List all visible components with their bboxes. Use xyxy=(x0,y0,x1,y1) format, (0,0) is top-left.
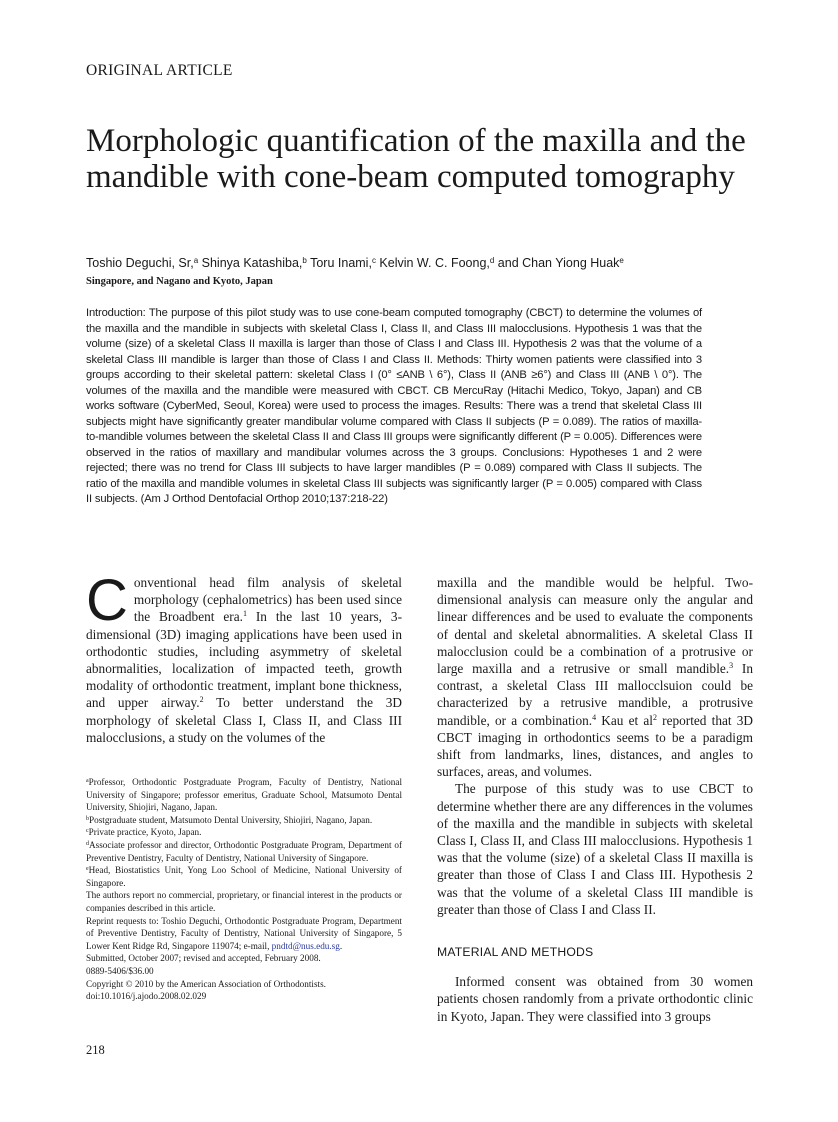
footnote xyxy=(86,776,402,814)
footnote-text: Associate professor and director, Orthodontic Postgraduate Program, Department of Preventive Dentistry, Faculty of Dentistry, National University of Singapore. xyxy=(86,839,402,863)
citation-ref: 2 xyxy=(199,695,204,705)
body-text: onventional head film analysis of skeletal morphology (cephalometrics) has been used since the Broadbent era. xyxy=(133,575,402,625)
body-left-column xyxy=(86,568,403,746)
body-text: In the last 10 years, 3-dimensional (3D) imaging applications have been used in orthodontic studies, including asymmetry of skeletal abnormalities, localization of impacted teeth, growth modality of orthodontic treatment, implant bone thickness, and upper airway. xyxy=(86,609,403,711)
body-text: maxilla and the mandible would be helpful. Two-dimensional analysis can measure only the angular and linear differences and be used to evaluate the components of dental and skeletal abnormalities. A skeletal Class II malocclusion could be a combination of a protrusive or large maxilla and a retrusive or small mandible. xyxy=(437,575,753,677)
interest-statement: The authors report no commercial, proprietary, or financial interest in the products or companies described in this article. xyxy=(86,890,402,913)
footnote-text: Professor, Orthodontic Postgraduate Program, Faculty of Dentistry, National University of Singapore; professor emeritus, Graduate School, Matsumoto Dental University, Shiojiri, Nagano, Japan. xyxy=(86,777,402,813)
section-heading: MATERIAL AND METHODS xyxy=(437,945,594,960)
doi: doi:10.1016/j.ajodo.2008.02.029 xyxy=(86,991,207,1002)
footnote xyxy=(86,814,402,827)
body-text: Kau et al xyxy=(596,712,653,728)
body-right-column xyxy=(437,574,753,1025)
footnote-mark: a xyxy=(86,778,89,784)
author-affiliation: Singapore, and Nagano and Kyoto, Japan xyxy=(86,276,273,287)
author-name: Toshio Deguchi, Sr, xyxy=(86,256,194,270)
footnote-mark: b xyxy=(86,815,89,822)
article-title: Morphologic quantification of the maxilla and the mandible with cone-beam computed tomography xyxy=(86,123,746,195)
author-affil-mark: d xyxy=(489,256,495,265)
footnote-mark: e xyxy=(86,866,89,873)
citation-ref: 1 xyxy=(242,609,247,619)
author-name: Kelvin W. C. Foong, xyxy=(375,256,490,270)
author-name: Toru Inami, xyxy=(306,256,372,270)
abstract: Introduction: The purpose of this pilot study was to use cone-beam computed tomography (CBCT) to determine the volumes of the maxilla and the mandible in subjects with skeletal Class I, Class II, and Class III malocclusions. Hypothesis 1 was that the volume (size) of a skeletal Class II maxilla is larger than those of Class I and Class III. Hypothesis 2 was that the volume of a skeletal Class III mandible is larger than those of Class I and Class II. Methods: Thirty women patients were classified into 3 groups according to their skeletal pattern: skeletal Class I (0° ≤ANB \ 6°), Class II (ANB ≥6°) and Class III (ANB \ 0°). The volumes of the maxilla and the mandible were measured with CBCT. CB MercuRay (Hitachi Medico, Tokyo, Japan) and CB works software (CyberMed, Seoul, Korea) were used to process the images. Results: There was a trend that skeletal Class III subjects might have significantly greater mandibular volume compared with Class II subjects (P = 0.089). The ratios of maxilla-to-mandible volumes between the skeletal Class II and Class III groups were significantly different (P = 0.005). Differences were observed in the ratios of maxillary and mandibular volumes across the 3 groups. Conclusions: Hypotheses 1 and 2 were rejected; there was no trend for Class III subjects to have larger mandibles (P = 0.089) compared with Class II subjects. The ratio of the maxilla and mandible volumes in skeletal Class III subjects was significantly larger (P = 0.005) compared with Class II subjects. (Am J Orthod Dentofacial Orthop 2010;137:218-22) xyxy=(86,307,702,505)
footnote-text: Head, Biostatistics Unit, Yong Loo School of Medicine, National University of Singapore. xyxy=(86,865,402,888)
footnote-mark: c xyxy=(86,828,89,835)
body-text: reported that 3D CBCT imaging in orthodontics seems to be a paradigm shift from landmarks, lines, distances, and angles to surfaces, areas, and volumes. xyxy=(437,712,753,780)
footnote-text: Private practice, Kyoto, Japan. xyxy=(88,827,202,838)
footnote xyxy=(86,826,402,839)
footnote-mark: d xyxy=(86,840,89,847)
footnote-text: Reprint requests to: Toshio Deguchi, Orthodontic Postgraduate Program, Department of Preventive Dentistry, Faculty of Dentistry, National University of Singapore, 5 Lower Kent Ridge Rd, Singapore 119074; e-mail, xyxy=(86,915,402,951)
body-paragraph: The purpose of this study was to use CBCT to determine whether there are any differences in the volumes of the maxilla and the mandible in subjects with skeletal Class I, Class II, and Class III malocclusions. Hypothesis 1 was that the volume (size) of a skeletal Class II maxilla is greater than those of Class I and Class III. Hypothesis 2 was that the volume of a skeletal Class III mandible is greater than those of Class I and Class II. xyxy=(437,781,753,917)
citation-ref: 4 xyxy=(592,712,597,722)
body-text: In contrast, a skeletal Class III mallocclsuion could be characterized by a retrusive mandible, a protrusive mandible, or a combination. xyxy=(437,661,754,728)
drop-cap: C xyxy=(86,568,128,633)
author-list xyxy=(86,256,766,270)
page-number: 218 xyxy=(86,1043,105,1057)
body-text: To better understand the 3D morphology of skeletal Class I, Class II, and Class III malocclusions, a study on the volumes of the xyxy=(86,695,402,745)
citation-ref: 2 xyxy=(652,712,657,722)
copyright: Copyright © 2010 by the American Association of Orthodontists. xyxy=(86,978,326,989)
author-affil-mark: e xyxy=(619,256,624,265)
section-label: ORIGINAL ARTICLE xyxy=(86,62,233,79)
author-affil-mark: a xyxy=(193,256,199,265)
citation-ref: 3 xyxy=(729,661,734,671)
footnote-text: . xyxy=(339,940,343,951)
email-link[interactable]: pndtd@nus.edu.sg xyxy=(271,940,340,951)
submission-dates: Submitted, October 2007; revised and accepted, February 2008. xyxy=(86,953,321,964)
issn: 0889-5406/$36.00 xyxy=(86,965,154,976)
body-paragraph xyxy=(437,574,753,780)
reprint-requests xyxy=(86,915,402,953)
body-paragraph: Informed consent was obtained from 30 women patients chosen randomly from a private orthodontic clinic in Kyoto, Japan. They were classified into 3 groups xyxy=(437,974,753,1024)
footnotes xyxy=(86,776,402,1003)
author-affil-mark: b xyxy=(302,256,307,265)
footnote-text: Postgraduate student, Matsumoto Dental University, Shiojiri, Nagano, Japan. xyxy=(89,814,373,825)
author-name: Shinya Katashiba, xyxy=(198,256,303,270)
intro-paragraph xyxy=(86,568,403,746)
author-affil-mark: c xyxy=(371,256,376,265)
footnote xyxy=(86,864,402,889)
author-name: and Chan Yiong Huak xyxy=(494,256,620,270)
footnote xyxy=(86,839,402,864)
